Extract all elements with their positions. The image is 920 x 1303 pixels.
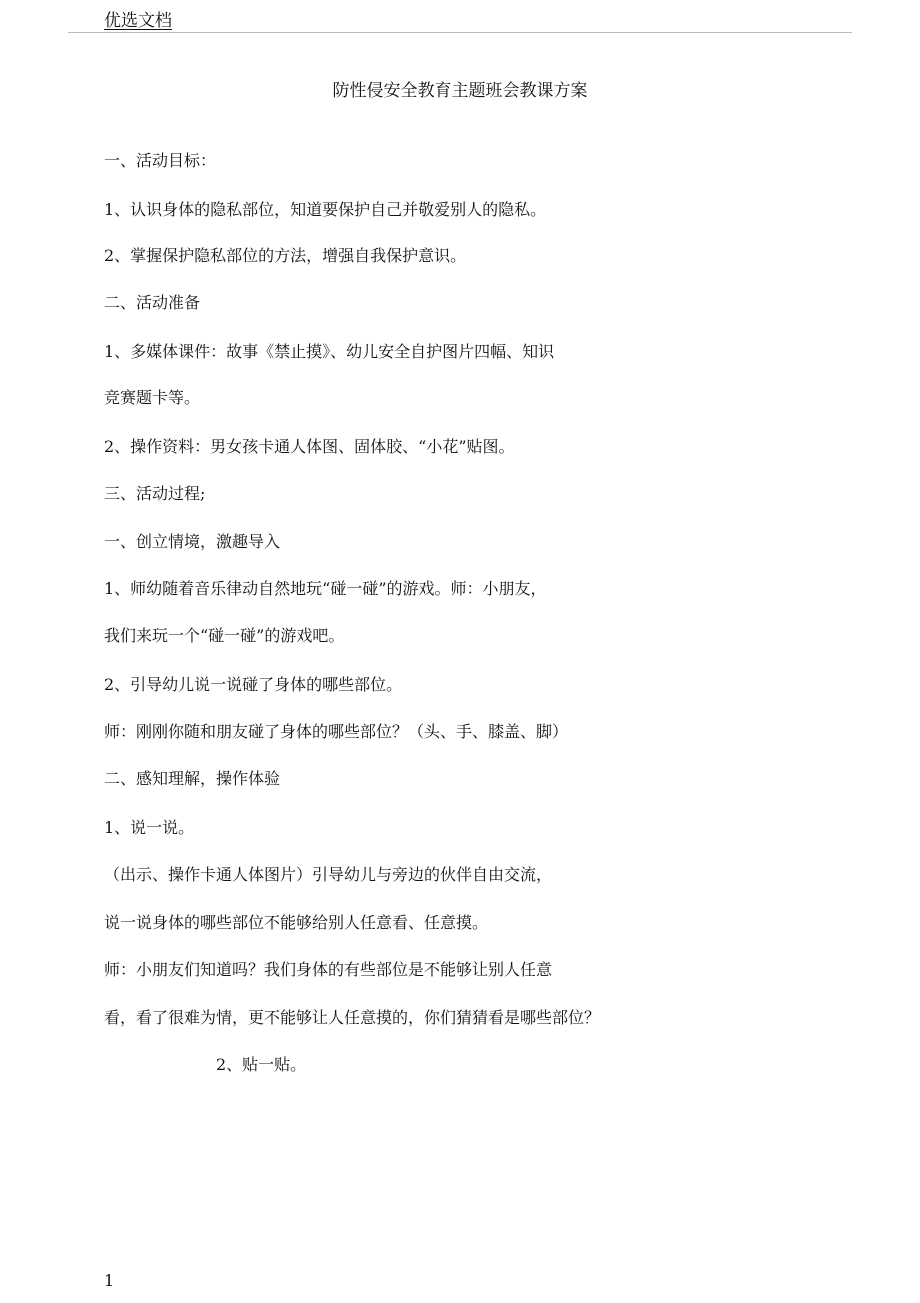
page-number: 1: [104, 1271, 115, 1290]
subsection-heading-intro: 一、创立情境，激趣导入: [104, 532, 281, 551]
paragraph-line: 竞赛题卡等。: [104, 388, 201, 407]
section-heading-process: 三、活动过程;: [104, 484, 206, 503]
paragraph-line: 师：小朋友们知道吗？我们身体的有些部位是不能够让别人任意: [104, 960, 553, 979]
paragraph-line: 2、掌握保护隐私部位的方法，增强自我保护意识。: [104, 246, 467, 265]
paragraph-line: 2、操作资料：男女孩卡通人体图、固体胶、“小花”贴图。: [104, 437, 515, 456]
paragraph-line: 1、认识身体的隐私部位，知道要保护自己并敬爱别人的隐私。: [104, 200, 547, 219]
header-divider: [68, 32, 852, 33]
section-heading-preparation: 二、活动准备: [104, 293, 201, 312]
subsection-heading-experience: 二、感知理解，操作体验: [104, 769, 281, 788]
document-title: 防性侵安全教育主题班会教课方案: [332, 81, 588, 101]
paragraph-line: （出示、操作卡通人体图片）引导幼儿与旁边的伙伴自由交流，: [104, 865, 553, 884]
paragraph-line: 1、师幼随着音乐律动自然地玩“碰一碰”的游戏。师：小朋友，: [104, 579, 547, 598]
paragraph-line: 我们来玩一个“碰一碰”的游戏吧。: [104, 626, 345, 645]
paragraph-line: 2、引导幼儿说一说碰了身体的哪些部位。: [104, 675, 403, 694]
paragraph-line: 看，看了很难为情，更不能够让人任意摸的，你们猜猜看是哪些部位？: [104, 1008, 601, 1027]
header-text: 优选文档: [104, 11, 172, 31]
paragraph-line: 1、多媒体课件：故事《禁止摸》、幼儿安全自护图片四幅、知识: [104, 342, 555, 361]
section-heading-goals: 一、活动目标：: [104, 151, 217, 170]
paragraph-line: 说一说身体的哪些部位不能够给别人任意看、任意摸。: [104, 913, 489, 932]
paragraph-line: 2、贴一贴。: [216, 1055, 307, 1074]
paragraph-line: 1、说一说。: [104, 818, 195, 837]
paragraph-line: 师：刚刚你随和朋友碰了身体的哪些部位？（头、手、膝盖、脚）: [104, 722, 569, 741]
